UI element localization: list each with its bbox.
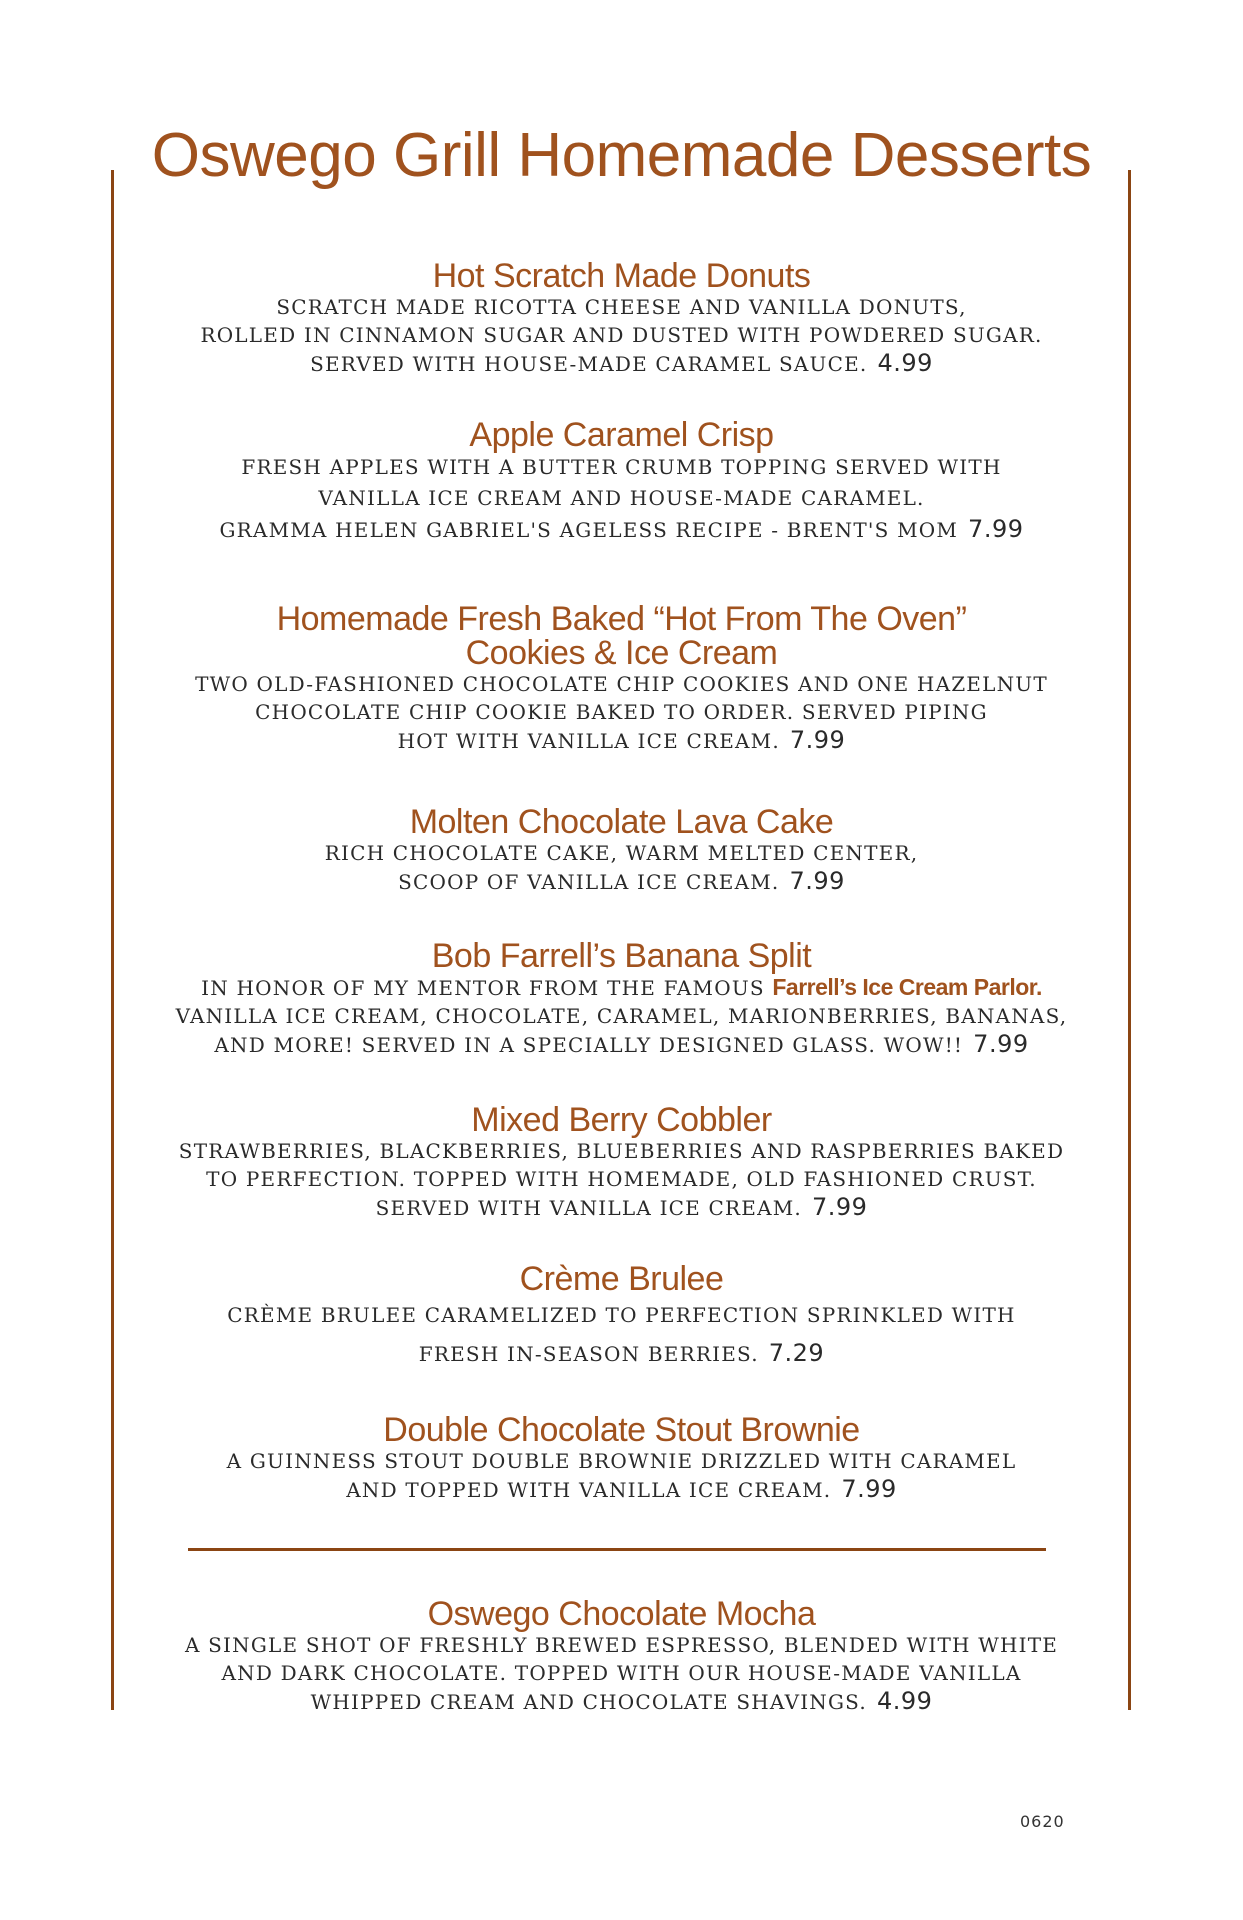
- menu-item-cookies: [120, 602, 1123, 755]
- item-description: [120, 670, 1123, 755]
- page-title: Oswego Grill Homemade Desserts: [151, 121, 1092, 190]
- item-name: Hot Scratch Made Donuts: [432, 257, 811, 295]
- item-price: 4.99: [876, 1687, 933, 1715]
- item-name-line2: Cookies & Ice Cream: [465, 634, 778, 672]
- desc-line: CRÈME BRULEE CARAMELIZED TO PERFECTION SPRINKLED WITH: [227, 1303, 1016, 1327]
- item-name: Double Chocolate Stout Brownie: [383, 1411, 860, 1449]
- item-price: 4.99: [877, 349, 933, 377]
- item-description: [120, 1137, 1123, 1222]
- desc-line: VANILLA ICE CREAM, CHOCOLATE, CARAMEL, MARIONBERRIES, BANANAS,: [175, 1004, 1068, 1028]
- desc-line-first: [120, 973, 1123, 1002]
- farrells-highlight: Farrell’s Ice Cream Parlor.: [772, 974, 1042, 1000]
- item-description: [120, 1631, 1123, 1716]
- desc-line: VANILLA ICE CREAM AND HOUSE-MADE CARAMEL.: [318, 486, 925, 510]
- menu-item-brownie: [120, 1413, 1123, 1504]
- item-price: 7.99: [811, 1193, 868, 1221]
- desc-line-last: [120, 514, 1123, 546]
- item-description: [120, 839, 1123, 896]
- item-name: Crème Brulee: [519, 1260, 724, 1298]
- item-description: [120, 452, 1123, 546]
- desc-line: CHOCOLATE CHIP COOKIE BAKED TO ORDER. SERVED PIPING: [255, 700, 988, 724]
- item-description: [120, 1296, 1123, 1373]
- menu-item-apple-crisp: [120, 418, 1123, 546]
- desc-line: AND DARK CHOCOLATE. TOPPED WITH OUR HOUSE-MADE VANILLA: [221, 1661, 1022, 1685]
- item-price: 7.99: [789, 867, 845, 895]
- desc-line-last: [120, 349, 1123, 378]
- right-border-rule: [1128, 170, 1131, 1710]
- item-name-line1: Homemade Fresh Baked “Hot From The Oven”: [276, 600, 967, 638]
- desc-line: A SINGLE SHOT OF FRESHLY BREWED ESPRESSO, BLENDED WITH WHITE: [184, 1633, 1059, 1657]
- desc-text: AND TOPPED WITH VANILLA ICE CREAM.: [346, 1478, 832, 1502]
- desc-line: SCRATCH MADE RICOTTA CHEESE AND VANILLA DONUTS,: [276, 295, 967, 319]
- desc-line-last: [120, 1475, 1123, 1504]
- item-price: 7.99: [789, 726, 846, 754]
- desc-line: ROLLED IN CINNAMON SUGAR AND DUSTED WITH POWDERED SUGAR.: [200, 323, 1043, 347]
- desc-line-last: [120, 1193, 1123, 1222]
- menu-code: 0620: [1020, 1812, 1065, 1831]
- desc-line-last: [120, 867, 1123, 896]
- desc-text: FRESH IN-SEASON BERRIES.: [418, 1342, 759, 1366]
- desc-text: AND MORE! SERVED IN A SPECIALLY DESIGNED GLASS. WOW!!: [214, 1033, 964, 1057]
- desc-line-last: [120, 1687, 1123, 1716]
- item-price: 7.99: [973, 1030, 1029, 1058]
- item-name: Apple Caramel Crisp: [469, 416, 774, 454]
- item-description: [120, 1447, 1123, 1504]
- item-name: Mixed Berry Cobbler: [471, 1101, 772, 1139]
- item-price: 7.99: [968, 515, 1024, 543]
- item-description: [120, 293, 1123, 378]
- item-name: Molten Chocolate Lava Cake: [409, 803, 834, 841]
- desc-text: WHIPPED CREAM AND CHOCOLATE SHAVINGS.: [310, 1690, 867, 1714]
- desc-line: TO PERFECTION. TOPPED WITH HOMEMADE, OLD FASHIONED CRUST.: [206, 1167, 1037, 1191]
- menu-item-banana-split: [120, 939, 1123, 1059]
- item-name: Oswego Chocolate Mocha: [427, 1595, 816, 1633]
- desc-line-last: [120, 1334, 1123, 1373]
- desc-line: FRESH APPLES WITH A BUTTER CRUMB TOPPING SERVED WITH: [241, 455, 1002, 479]
- item-name: Bob Farrell’s Banana Split: [431, 937, 812, 975]
- desc-text: SCOOP OF VANILLA ICE CREAM.: [398, 870, 780, 894]
- item-description: [120, 973, 1123, 1059]
- desc-line: A GUINNESS STOUT DOUBLE BROWNIE DRIZZLED WITH CARAMEL: [226, 1449, 1017, 1473]
- menu-item-creme-brulee: [120, 1262, 1123, 1373]
- desc-text: GRAMMA HELEN GABRIEL'S AGELESS RECIPE - BRENT'S MOM: [219, 518, 959, 542]
- item-price: 7.99: [841, 1475, 897, 1503]
- desc-text: SERVED WITH HOUSE-MADE CARAMEL SAUCE.: [310, 352, 868, 376]
- desc-text: IN HONOR OF MY MENTOR FROM THE FAMOUS: [201, 976, 765, 1000]
- desc-line-last: [120, 1030, 1123, 1059]
- desc-line-last: [120, 726, 1123, 755]
- section-divider: [188, 1548, 1046, 1551]
- desc-text: SERVED WITH VANILLA ICE CREAM.: [375, 1196, 802, 1220]
- menu-item-lava-cake: [120, 805, 1123, 896]
- desc-line: TWO OLD-FASHIONED CHOCOLATE CHIP COOKIES AND ONE HAZELNUT: [195, 672, 1048, 696]
- left-border-rule: [111, 170, 114, 1710]
- menu-item-cobbler: [120, 1103, 1123, 1222]
- menu-item-mocha: [120, 1597, 1123, 1716]
- desc-text: HOT WITH VANILLA ICE CREAM.: [397, 729, 780, 753]
- desc-line: RICH CHOCOLATE CAKE, WARM MELTED CENTER,: [324, 841, 919, 865]
- item-price: 7.29: [768, 1339, 825, 1367]
- desc-line: STRAWBERRIES, BLACKBERRIES, BLUEBERRIES AND RASPBERRIES BAKED: [178, 1139, 1065, 1163]
- menu-item-donuts: [120, 259, 1123, 378]
